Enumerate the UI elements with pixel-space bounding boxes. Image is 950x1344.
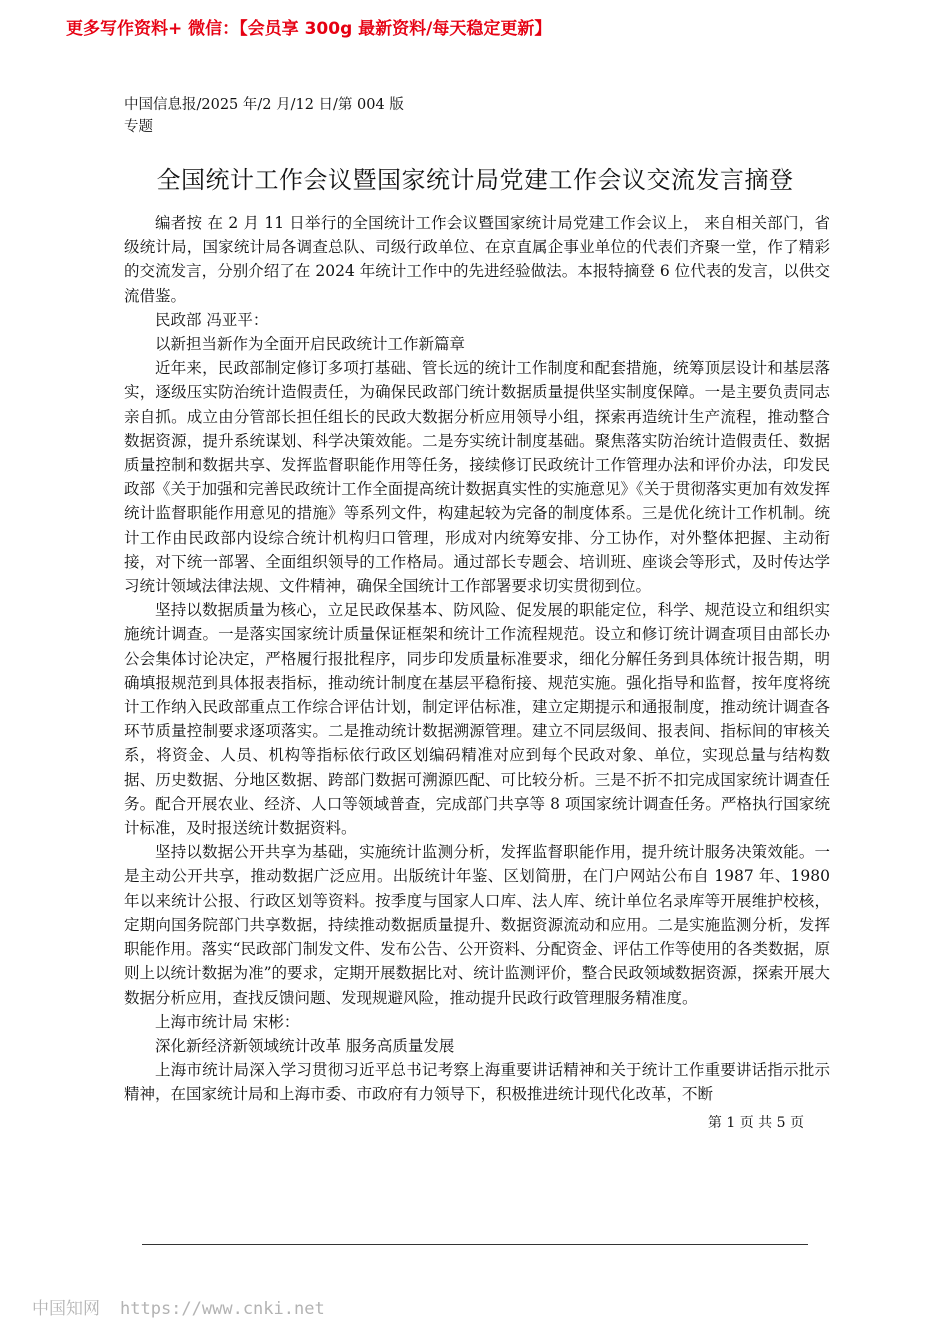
- speech-title: 深化新经济新领域统计改革 服务高质量发展: [155, 1036, 455, 1055]
- watermark: [32, 1294, 325, 1319]
- body-paragraph: 坚持以数据质量为核心，立足民政保基本、防风险、促发展的职能定位，科学、规范设立和组织实施统计调查。一是落实国家统计质量保证框架和统计工作流程规范。设立和修订统计调查项目由部长办公会集体讨论决定，严格履行报批程序，同步印发质量标准要求，细化分解任务到具体统计报告期，明确填报规范到具体报表指标，推动统计制度在基层平稳衔接、规范实施。强化指导和监督，按年度将统计工作纳入民政部重点工作综合评估计划，制定评估标准，建立定期提示和通报制度，推动统计调查各环节质量控制要求逐项落实。二是推动统计数据溯源管理。建立不同层级间、报表间、指标间的审核关系，将资金、人员、机构等指标依行政区划编码精准对应到每个民政对象、单位，实现总量与结构数据、历史数据、分地区数据、跨部门数据可溯源匹配、可比较分析。三是不折不扣完成国家统计调查任务。配合开展农业、经济、人口等领域普查，完成部门共享等 8 项国家统计调查任务。严格执行国家统计标准，及时报送统计数据资料。: [124, 601, 830, 838]
- speech-title: 以新担当新作为全面开启民政统计工作新篇章: [155, 335, 466, 354]
- promo-banner: 更多写作资料+ 微信：【会员享 300g 最新资料/每天稳定更新】: [66, 19, 552, 39]
- body-paragraph: 坚持以数据公开共享为基础，实施统计监测分析，发挥监督职能作用，提升统计服务决策效能。一是主动公开共享，推动数据广泛应用。出版统计年鉴、区划简册，在门户网站公布自 1987 年、1980 年以来统计公报、行政区划等资料。按季度与国家人口库、法人库、统计单位名录库等开展维护校核，定期向国务院部门共享数据，持续推动数据质量提升、数据资源流动和应用。二是实施监测分析，发挥职能作用。落实“民政部门制发文件、发布公告、公开资料、分配资金、评估工作等使用的各类数据，原则上以统计数据为准”的要求，定期开展数据比对、统计监测评价，整合民政领域数据资源，探索开展大数据分析应用，查找反馈问题、发现规避风险，推动提升民政行政管理服务精准度。: [124, 843, 830, 1007]
- watermark-url: https://www.cnki.net: [120, 1299, 325, 1319]
- editor-note-paragraph: 编者按 在 2 月 11 日举行的全国统计工作会议暨国家统计局党建工作会议上， 来自相关部门，省级统计局，国家统计局各调查总队、司级行政单位、在京直属企事业单位的代表们齐聚一堂，作了精彩的交流发言，分别介绍了在 2024 年统计工作中的先进经验做法。本报特摘登 6 位代表的发言，以供交流借鉴。: [124, 214, 830, 305]
- body-paragraph: 近年来，民政部制定修订多项打基础、管长远的统计工作制度和配套措施，统筹顶层设计和基层落实，逐级压实防治统计造假责任，为确保民政部门统计数据质量提供坚实制度保障。一是主要负责同志亲自抓。成立由分管部长担任组长的民政大数据分析应用领导小组，探索再造统计生产流程，推动整合数据资源，提升系统谋划、科学决策效能。二是夯实统计制度基础。聚焦落实防治统计造假责任、数据质量控制和数据共享、发挥监督职能作用等任务，接续修订民政统计工作管理办法和评价办法，印发民政部《关于加强和完善民政统计工作全面提高统计数据真实性的实施意见》《关于贯彻落实更加有效发挥统计监督职能作用意见的措施》等系列文件，构建起较为完备的制度体系。三是优化统计工作机制。统计工作由民政部内设综合统计机构归口管理，形成对内统筹安排、分工协作，对外整体把握、主动衔接，对下统一部署、全面组织领导的工作格局。通过部长专题会、培训班、座谈会等形式，及时传达学习统计领域法律法规、文件精神，确保全国统计工作部署要求切实贯彻到位。: [124, 359, 830, 596]
- watermark-site-name: 中国知网: [32, 1299, 100, 1319]
- footer-divider: [142, 1244, 808, 1245]
- article-body: [124, 211, 830, 1107]
- page-number: 第 1 页 共 5 页: [707, 1115, 804, 1131]
- speaker-name: 上海市统计局 宋彬：: [155, 1012, 300, 1031]
- source-line: 中国信息报/2025 年/2 月/12 日/第 004 版专题: [124, 97, 404, 135]
- article-title: 全国统计工作会议暨国家统计局党建工作会议交流发言摘登: [156, 166, 794, 194]
- body-paragraph: 上海市统计局深入学习贯彻习近平总书记考察上海重要讲话精神和关于统计工作重要讲话指示批示精神，在国家统计局和上海市委、市政府有力领导下，积极推进统计现代化改革，不断: [124, 1061, 830, 1104]
- speaker-name: 民政部 冯亚平：: [155, 310, 269, 329]
